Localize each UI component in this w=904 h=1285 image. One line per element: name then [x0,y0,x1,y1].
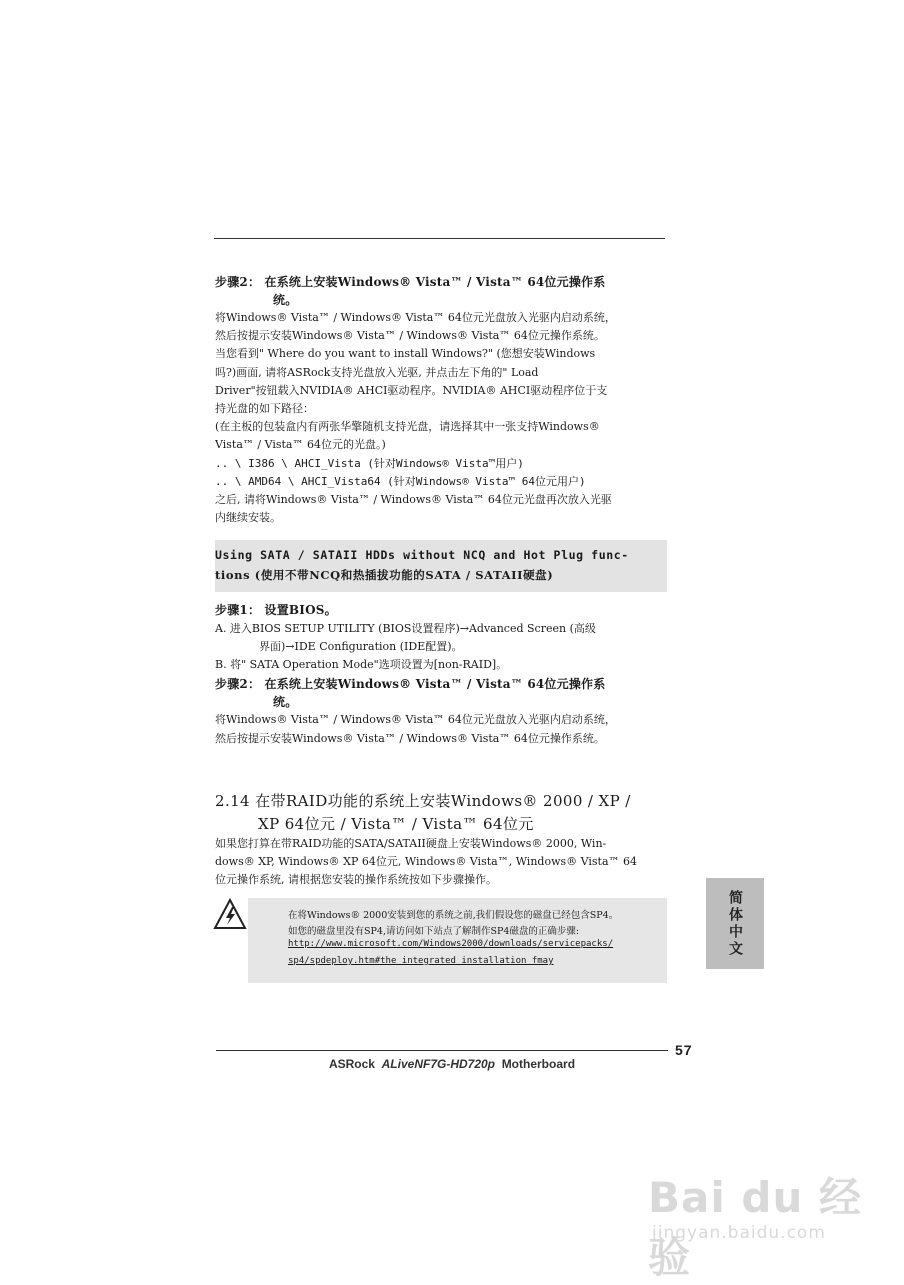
step2-line: 将Windows® Vista™ / Windows® Vista™ 64位元光盘放入光驱内启动系统， [215,311,616,324]
section-title-line2: XP 64位元 / Vista™ / Vista™ 64位元 [258,815,534,833]
step2b-line: 然后按提示安装Windows® Vista™ / Windows® Vista™ 64位元操作系统。 [215,732,605,745]
step2b-heading-line1: 步骤2： 在系统上安装Windows® Vista™ / Vista™ 64位元操作系 [215,677,606,691]
step2-heading-line1: 步骤2： 在系统上安装Windows® Vista™ / Vista™ 64位元操作系 [215,275,606,289]
footer-model: ALiveNF7G-HD720p [381,1057,496,1071]
section-line: 位元操作系统, 请根据您安装的操作系统按如下步骤操作。 [215,873,497,886]
box-title-line1: Using SATA / SATAII HDDs without NCQ and Hot Plug func- [215,548,629,562]
note-box [248,898,667,983]
step2-line: Driver"按钮载入NVIDIA® AHCI驱动程序。NVIDIA® AHCI驱动程序位于支 [215,384,608,397]
baidu-watermark [640,1145,890,1282]
step2-line: 之后, 请将Windows® Vista™ / Windows® Vista™ 64位元光盘再次放入光驱 [215,493,612,506]
watermark-logo-text: Bai du 经验 [648,1173,862,1282]
box-title-line2: tions (使用不带NCQ和热插拔功能的SATA / SATAII硬盘) [215,568,554,582]
note-link-line1[interactable]: http://www.microsoft.com/Windows2000/downloads/servicepacks/ [288,939,614,949]
step1-item-b: B. 将" SATA Operation Mode"选项设置为[non-RAID]。 [215,658,508,671]
step2-line: 吗?)画面, 请将ASRock支持光盘放入光驱, 并点击左下角的" Load [215,366,539,379]
step2b-heading-line2: 统。 [273,695,298,709]
language-tab [706,878,764,969]
warning-icon [213,898,247,930]
section-box [215,540,667,592]
step1-item-a-cont: 界面)→IDE Configuration (IDE配置)。 [259,640,463,653]
step2-line: 当您看到" Where do you want to install Windows?" (您想安装Windows [215,347,596,360]
step1-heading: 步骤1： 设置BIOS。 [215,603,337,617]
step2-line: 持光盘的如下路径： [215,402,314,415]
step2-heading-line2: 统。 [273,293,298,307]
language-tab-label: 简体中文 [727,889,743,958]
footer-suffix: Motherboard [501,1057,576,1071]
step2-line: 内继续安装。 [215,511,281,524]
note-line2: 如您的磁盘里没有SP4,请访问如下站点了解制作SP4磁盘的正确步骤: [288,926,580,937]
footer-brand: ASRock [328,1057,375,1071]
step2-line: (在主板的包装盒内有两张华擎随机支持光盘，请选择其中一张支持Windows® [215,420,600,433]
note-line1: 在将Windows® 2000安装到您的系统之前,我们假设您的磁盘已经包含SP4。 [288,910,619,921]
step2-line: 然后按提示安装Windows® Vista™ / Windows® Vista™ 64位元操作系统。 [215,329,605,342]
step2b-line: 将Windows® Vista™ / Windows® Vista™ 64位元光盘放入光驱内启动系统， [215,713,616,726]
section-title-line1: 2.14 在带RAID功能的系统上安装Windows® 2000 / XP / [215,792,631,810]
page-number: 57 [675,1042,693,1058]
watermark-url: jingyan.baidu.com [652,1223,826,1243]
section-line: dows® XP, Windows® XP 64位元, Windows® Vista™, Windows® Vista™ 64 [215,855,638,868]
footer-caption [0,1057,904,1071]
driver-path-amd64: .. \ AMD64 \ AHCI_Vista64 (针对Windows® Vista™ 64位元用户) [215,475,586,488]
top-rule [214,238,665,239]
step1-item-a: A. 进入BIOS SETUP UTILITY (BIOS设置程序)→Advanced Screen (高级 [215,622,596,635]
section-line: 如果您打算在带RAID功能的SATA/SATAII硬盘上安装Windows® 2000, Win- [215,837,607,850]
note-link-line2[interactable]: sp4/spdeploy.htm#the_integrated_installation_fmay [288,956,554,966]
bottom-rule [216,1050,668,1051]
driver-path-i386: .. \ I386 \ AHCI_Vista (针对Windows® Vista™用户) [215,457,524,470]
step2-line: Vista™ / Vista™ 64位元的光盘。) [215,438,386,451]
